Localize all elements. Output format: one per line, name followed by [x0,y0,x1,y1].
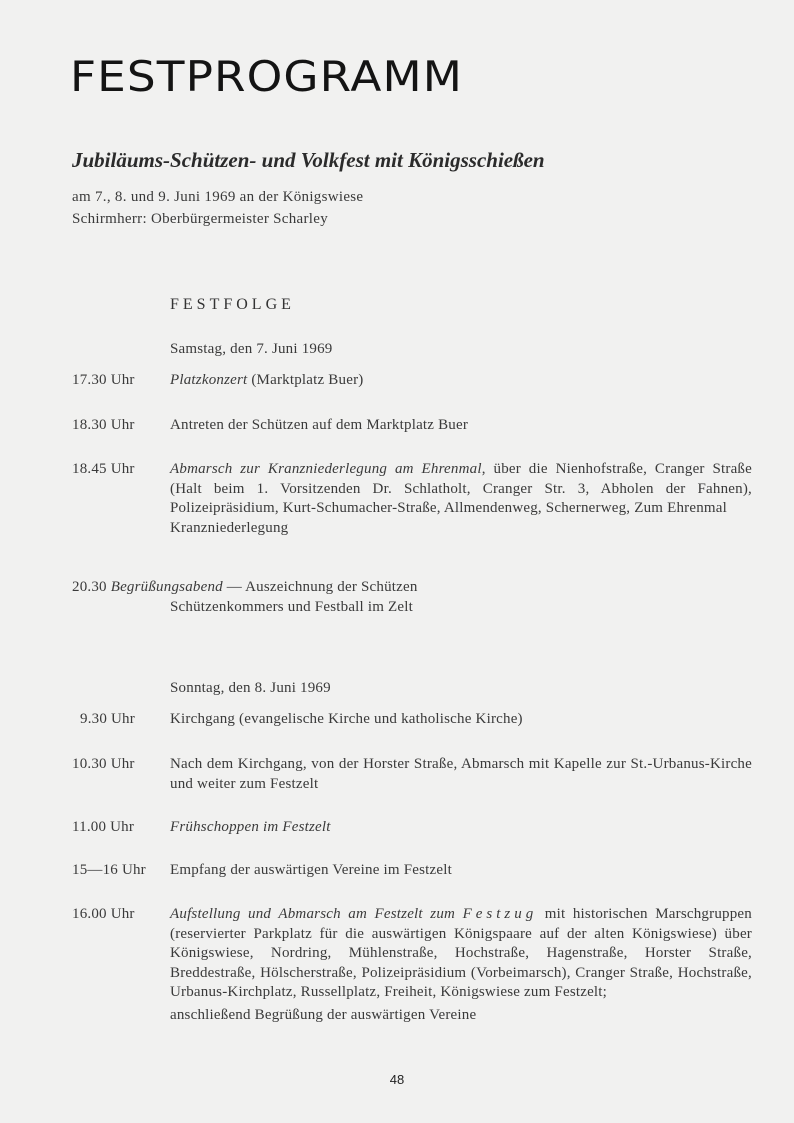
section-heading-festfolge: FESTFOLGE [170,296,295,313]
schedule-entry [72,818,752,838]
schedule-entry [72,710,752,730]
day-heading-saturday: Samstag, den 7. Juni 1969 [170,341,333,357]
schedule-entry [72,905,752,1025]
entry-title: Abmarsch zur Kranzniederlegung am Ehrenmal [170,461,482,477]
entry-title: Frühschoppen im Festzelt [170,819,331,835]
entry-description [170,818,752,838]
entry-text: — Auszeichnung der Schützen [222,579,418,595]
entry-title: Aufstellung und Abmarsch am Festzelt zum [170,906,456,922]
entry-time: 9.30 Uhr [80,711,135,727]
entry-time: 18.45 Uhr [72,461,135,477]
entry-title: Begrüßungsabend [110,579,223,595]
entry-text: Antreten der Schützen auf dem Marktplatz Buer [170,417,469,433]
schedule-entry [72,371,752,391]
entry-description [170,755,752,794]
entry-description [170,371,752,391]
schedule-entry [72,578,752,617]
entry-extra-line: Kranzniederlegung [170,519,289,536]
entry-description [72,578,752,617]
entry-time: 17.30 Uhr [72,372,135,388]
entry-time: 10.30 Uhr [72,756,135,772]
patron-line: Schirmherr: Oberbürgermeister Scharley [72,211,329,227]
entry-time: 11.00 Uhr [72,819,135,835]
entry-extra-line: Schützenkommers und Festball im Zelt [170,598,413,615]
schedule-entry [72,861,752,881]
entry-text: Nach dem Kirchgang, von der Horster Straße, Abmarsch mit Kapelle zur St.-Urbanus-Kirche und weiter zum Festzelt [170,756,752,792]
entry-text: , über die Nienhofstraße, Cranger Straße (Halt beim 1. Vorsitzenden Dr. Schlatholt, Cranger Str. 3, Abholen der Fahnen), Polizeipräsidium, Kurt-Schumacher-Straße, Allmendenweg, Schernerweg, Zum Ehrenmal [170,461,752,516]
schedule-entry [72,416,752,436]
entry-time: 15—16 Uhr [72,862,146,878]
entry-description [170,861,752,881]
schedule-entry [72,460,752,538]
entry-extra-line: anschließend Begrüßung der auswärtigen Vereine [170,1006,477,1023]
entry-description [170,416,752,436]
entry-description [170,905,752,1025]
entry-text: (Marktplatz Buer) [247,372,364,388]
page-number: 48 [389,1072,405,1087]
schedule-entry [72,755,752,794]
page-title: FESTPROGRAMM [70,52,463,101]
entry-title: Platzkonzert [170,372,248,388]
entry-text: Kirchgang (evangelische Kirche und katholische Kirche) [170,711,523,727]
event-dates: am 7., 8. und 9. Juni 1969 an der Königswiese [72,189,364,205]
day-heading-sunday: Sonntag, den 8. Juni 1969 [170,680,331,696]
entry-description [170,460,752,538]
entry-time: 16.00 Uhr [72,906,135,922]
entry-time: 18.30 Uhr [72,417,135,433]
entry-description [170,710,752,730]
festival-subtitle: Jubiläums-Schützen- und Volkfest mit Königsschießen [72,148,545,172]
entry-text: mit historischen Marschgruppen (reservierter Parkplatz für die auswärtigen Königspaare auf der alten Königswiese) über Königswiese, Nordring, Mühlenstraße, Hochstraße, Hagenstraße, Horster Straße, Breddestraße, Hölscherstraße, Polizeipräsidium (Vorbeimarsch), Cranger Straße, Hochstraße, Urbanus-Kirchplatz, Russellplatz, Freiheit, Königswiese zum Festzelt; [170,906,752,1000]
entry-title-emphasis: Festzug [462,906,538,922]
entry-text: Empfang der auswärtigen Vereine im Festzelt [170,862,452,878]
entry-time: 20.30 [72,579,107,595]
